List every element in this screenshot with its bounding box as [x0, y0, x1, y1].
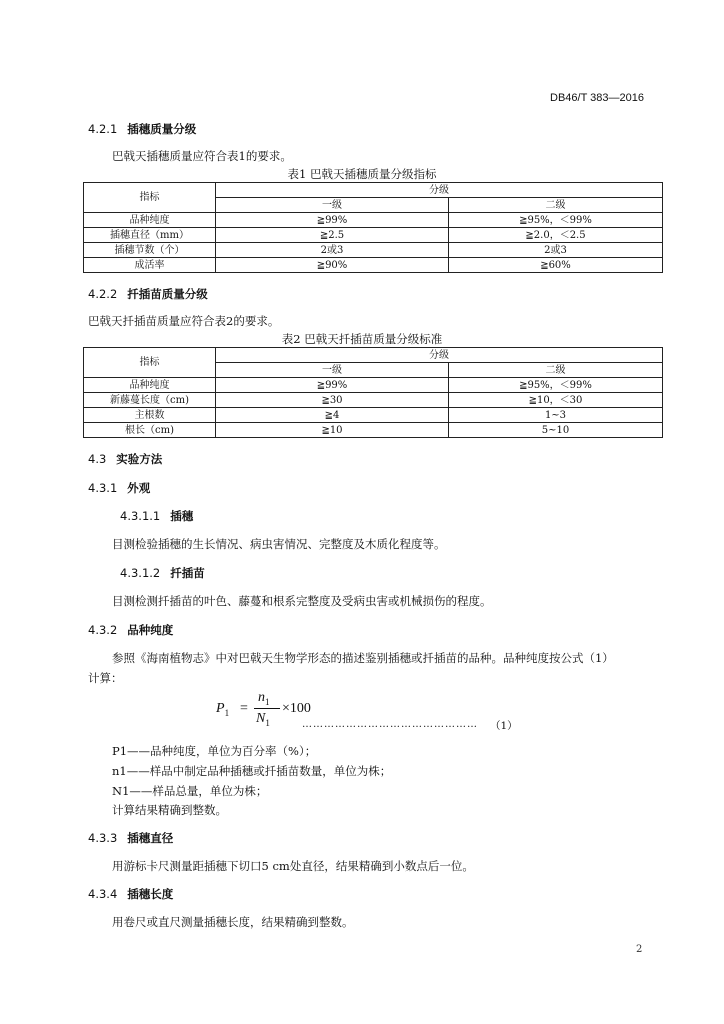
paragraph-4-3-3: 用游标卡尺测量距插穗下切口5 cm处直径，结果精确到小数点后一位。 — [112, 859, 474, 873]
section-title: 插穗直径 — [127, 831, 174, 845]
table-cell: ≧60% — [449, 258, 663, 273]
table2-header-grade2: 二级 — [449, 363, 663, 378]
paragraph-4-2-2: 巴戟天扦插苗质量应符合表2的要求。 — [88, 314, 280, 328]
section-number: 4.3.1.1 — [120, 509, 161, 523]
section-heading-4-3 — [88, 451, 162, 467]
table-row — [84, 258, 663, 273]
section-heading-4-2-2 — [88, 286, 208, 302]
paragraph-4-3-1-1: 目测检验插穗的生长情况、病虫害情况、完整度及木质化程度等。 — [112, 537, 446, 551]
formula-lhs — [216, 701, 229, 718]
formula-denominator-subscript: 1 — [265, 717, 270, 728]
section-heading-4-3-2 — [88, 622, 173, 638]
table1-header-grade2: 二级 — [449, 198, 663, 213]
table2 — [83, 347, 663, 438]
table-cell: 2或3 — [449, 243, 663, 258]
table-cell: ≧2.5 — [216, 228, 449, 243]
table-row — [84, 393, 663, 408]
formula-equation-number: （1） — [490, 720, 518, 732]
formula-definition: N1——样品总量，单位为株； — [112, 784, 268, 798]
table1-header-indicator: 指标 — [84, 183, 216, 213]
table-cell: 新藤蔓长度（cm) — [84, 393, 216, 408]
section-number: 4.2.2 — [88, 287, 118, 301]
table-cell: 品种纯度 — [84, 378, 216, 393]
paragraph-4-2-1: 巴戟天插穗质量应符合表1的要求。 — [112, 149, 292, 163]
formula-definition: n1——样品中制定品种插穗或扦插苗数量，单位为株； — [112, 764, 392, 778]
paragraph-4-3-1-2: 目测检测扦插苗的叶色、藤蔓和根系完整度及受病虫害或机械损伤的程度。 — [112, 594, 492, 608]
table-cell: ≧99% — [216, 378, 449, 393]
table-cell: 主根数 — [84, 408, 216, 423]
section-heading-4-3-1-1 — [120, 508, 193, 524]
table-cell: ≧99% — [216, 213, 449, 228]
section-heading-4-3-3 — [88, 830, 173, 846]
table-cell: ≧2.0，＜2.5 — [449, 228, 663, 243]
table1 — [83, 182, 663, 273]
section-heading-4-3-1 — [88, 480, 150, 496]
table-row — [84, 228, 663, 243]
section-title: 实验方法 — [116, 452, 163, 466]
table-row — [84, 243, 663, 258]
section-number: 4.3 — [88, 452, 107, 466]
table1-header-grade: 分级 — [216, 183, 663, 198]
table-cell: ≧95%，＜99% — [449, 213, 663, 228]
formula-numerator-subscript: 1 — [265, 696, 270, 707]
formula-lhs-symbol: P — [216, 701, 225, 716]
doc-header-id: DB46/T 383—2016 — [550, 92, 644, 104]
page-number: 2 — [636, 944, 643, 955]
formula-definition: P1——品种纯度，单位为百分率（%）； — [112, 744, 317, 758]
formula-equals: = — [240, 701, 248, 716]
formula-numerator-symbol: n — [258, 690, 265, 705]
table-cell: ≧95%，＜99% — [449, 378, 663, 393]
section-heading-4-3-1-2 — [120, 565, 205, 581]
table-cell: ≧4 — [216, 408, 449, 423]
table1-caption: 表1 巴戟天插穗质量分级指标 — [287, 167, 437, 181]
table-row — [84, 378, 663, 393]
table2-caption: 表2 巴戟天扦插苗质量分级标准 — [281, 332, 443, 346]
table-cell: 2或3 — [216, 243, 449, 258]
table-cell: 品种纯度 — [84, 213, 216, 228]
table-row — [84, 408, 663, 423]
section-title: 外观 — [127, 481, 151, 495]
table2-header-grade1: 一级 — [216, 363, 449, 378]
table2-header-grade: 分级 — [216, 348, 663, 363]
paragraph-4-3-2-line2: 计算： — [88, 671, 123, 685]
formula-multiplier: ×100 — [282, 701, 311, 716]
table-cell: ≧90% — [216, 258, 449, 273]
table-cell: 5~10 — [449, 423, 663, 438]
table-cell: 插穗直径（mm） — [84, 228, 216, 243]
paragraph-4-3-2-line1: 参照《海南植物志》中对巴戟天生物学形态的描述鉴别插穗或扦插苗的品种。品种纯度按公式（1） — [112, 651, 614, 665]
table-cell: 1~3 — [449, 408, 663, 423]
table-row — [84, 213, 663, 228]
formula-note: 计算结果精确到整数。 — [112, 803, 227, 817]
section-number: 4.3.1 — [88, 481, 118, 495]
table1-header-grade1: 一级 — [216, 198, 449, 213]
section-title: 插穗质量分级 — [127, 122, 197, 136]
section-title: 扦插苗 — [170, 566, 205, 580]
table-cell: 成活率 — [84, 258, 216, 273]
section-number: 4.3.2 — [88, 623, 118, 637]
formula-denominator-symbol: N — [256, 711, 266, 726]
formula-numerator — [258, 690, 270, 707]
section-title: 扦插苗质量分级 — [127, 287, 208, 301]
formula-fraction-bar — [254, 708, 280, 709]
formula-lhs-subscript: 1 — [224, 707, 230, 718]
section-heading-4-2-1 — [88, 121, 196, 137]
table2-header-indicator: 指标 — [84, 348, 216, 378]
section-number: 4.2.1 — [88, 122, 118, 136]
section-title: 插穗长度 — [127, 887, 174, 901]
table-cell: 插穗节数（个） — [84, 243, 216, 258]
table-cell: 根长（cm) — [84, 423, 216, 438]
paragraph-4-3-4: 用卷尺或直尺测量插穗长度，结果精确到整数。 — [112, 915, 354, 929]
section-number: 4.3.4 — [88, 887, 118, 901]
section-title: 品种纯度 — [127, 623, 174, 637]
section-heading-4-3-4 — [88, 886, 173, 902]
section-number: 4.3.3 — [88, 831, 118, 845]
formula-denominator — [256, 711, 270, 728]
section-title: 插穗 — [170, 509, 194, 523]
table-row — [84, 423, 663, 438]
table-cell: ≧10，＜30 — [449, 393, 663, 408]
table-cell: ≧30 — [216, 393, 449, 408]
section-number: 4.3.1.2 — [120, 566, 161, 580]
table-cell: ≧10 — [216, 423, 449, 438]
formula-dot-leader: ………………………………………… — [302, 719, 478, 730]
